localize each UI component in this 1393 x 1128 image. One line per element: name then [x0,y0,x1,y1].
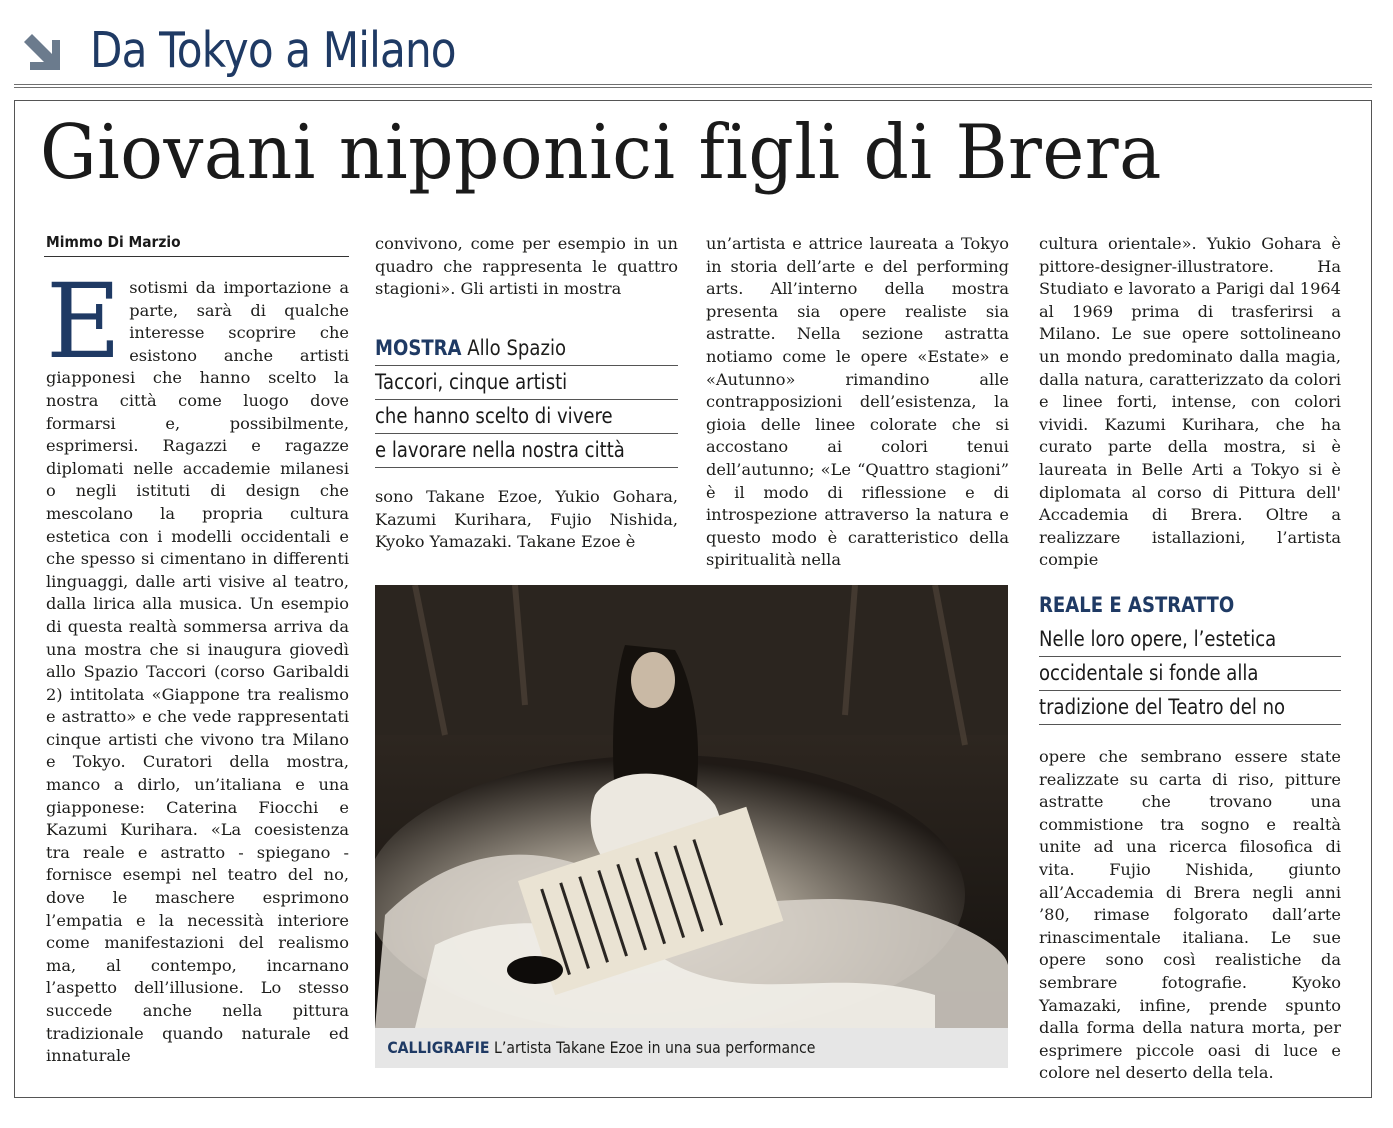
reale-line-1: Nelle loro opere, l’estetica [1039,627,1277,651]
reale-line-2: occidentale si fonde alla [1039,661,1259,685]
caption-label: CALLIGRAFIE [387,1038,490,1057]
photo-caption [375,1028,1008,1068]
article-column-1 [46,262,349,1068]
caption-text: L’artista Takane Ezoe in una sua performance [493,1038,816,1057]
article-column-3 [706,233,1009,572]
arrow-down-right-icon [18,28,66,76]
headline: Giovani nipponici figli di Brera [40,108,1162,196]
performance-illustration [375,585,1008,1028]
mostra-line-4: e lavorare nella nostra città [375,438,625,462]
mostra-line-3: che hanno scelto di vivere [375,404,613,428]
drop-cap: E [46,262,122,382]
mostra-line-2: Taccori, cinque artisti [375,370,568,394]
performance-photo [375,585,1008,1028]
byline: Mimmo Di Marzio [46,233,181,251]
mostra-box-line-1 [375,331,636,365]
reale-line-3: tradizione del Teatro del no [1039,695,1286,719]
mostra-label: MOSTRA [375,336,462,360]
byline-rule [44,256,349,257]
column-2-bottom-text: sono Takane Ezoe, Yukio Gohara, Kazumi Kurihara, Fujio Nishida, Kyoko Yamazaki. Takane Ezoe è [375,487,678,552]
column-4-top-text: cultura orientale». Yukio Gohara è pittore-designer-illustratore. Ha Studiato e lavorato a Parigi dal 1964 al 1969 prima di trasferirsi a Milano. Le sue opere sottolineano un mondo predominato dalla magia, dalla natura, caratterizzato da colori e linee forti, intense, con colori vividi. Kazumi Kurihara, che ha curato parte della mostra, si è laureata in Belle Arti a Tokyo si è diplomata al corso di Pittura dell' Accademia di Brera. Oltre a realizzare istallazioni, l’artista compie [1039,234,1341,570]
article-column-2-bottom [375,486,678,554]
article-column-4-top [1039,233,1341,572]
column-4-bottom-text: opere che sembrano essere state realizzate su carta di riso, pitture astratte che trovano una commistione tra sogno e realtà unite ad una ricerca filosofica di vita. Fujio Nishida, giunto all’Accademia di Brera negli anni ’80, rimase folgorato dall’arte rinascimentale italiana. Le sue opere sono così realistiche da sembrare fotografie. Kyoko Yamazaki, infine, prende spunto dalla forma della natura morta, per esprimere piccole oasi di luce e colore nel deserto della tela. [1039,747,1341,1083]
article-column-4-bottom [1039,746,1341,1085]
mostra-line-1: Allo Spazio [467,336,567,360]
column-2-top-text: convivono, come per esempio in un quadro che rappresenta le quattro stagioni». Gli artisti in mostra [375,234,678,299]
reale-box [1039,622,1341,730]
reale-box-label: REALE E ASTRATTO [1039,593,1235,617]
mostra-box [375,331,678,471]
section-kicker: Da Tokyo a Milano [90,22,456,79]
kicker-rule [14,84,1372,85]
article-column-2-top [375,233,678,301]
column-3-text: un’artista e attrice laureata a Tokyo in storia dell’arte e del performing arts. All’interno della mostra presenta sia opere realiste sia astratte. Nella sezione astratta notiamo come le opere «Estate» e «Autunno» rimandino alle contrapposizioni dell’esistenza, la gioia delle linee colorate che si accostano ai colori tenui dell’autunno; «Le “Quattro stagioni” è il modo di riflessione e di introspezione attraverso la natura e questo modo è caratteristico della spiritualità nella [706,234,1009,570]
kicker-rule-secondary [14,87,1372,88]
column-1-text: sotismi da importazione a parte, sarà di qualche interesse scoprire che esistono anche artisti giapponesi che hanno scelto la nostra città come luogo dove formarsi e, possibilmente, esprimersi. Ragazzi e ragazze diplomati nelle accademie milanesi o negli istituti di design che mescolano la propria cultura estetica con i modelli occidentali e che spesso si cimentano in differenti linguaggi, dalle arti visive al teatro, dalla lirica alla musica. Un esempio di questa realtà sommersa arriva da una mostra che si inaugura giovedì allo Spazio Taccori (corso Garibaldi 2) intitolata «Giappone tra realismo e astratto» e che vede rappresentati cinque artisti che vivono tra Milano e Tokyo. Curatori della mostra, manco a dirlo, un’italiana e una giapponese: Caterina Fiocchi e Kazumi Kurihara. «La coesistenza tra reale e astratto - spiegano - fornisce esempi nel teatro del no, dove le maschere esprimono l’empatia e la necessità interiore come manifestazioni del realismo ma, al contempo, incarnano l’aspetto dell’illusione. Lo stesso succede anche nella pittura tradizionale quando naturale ed innaturale [46,278,349,1066]
